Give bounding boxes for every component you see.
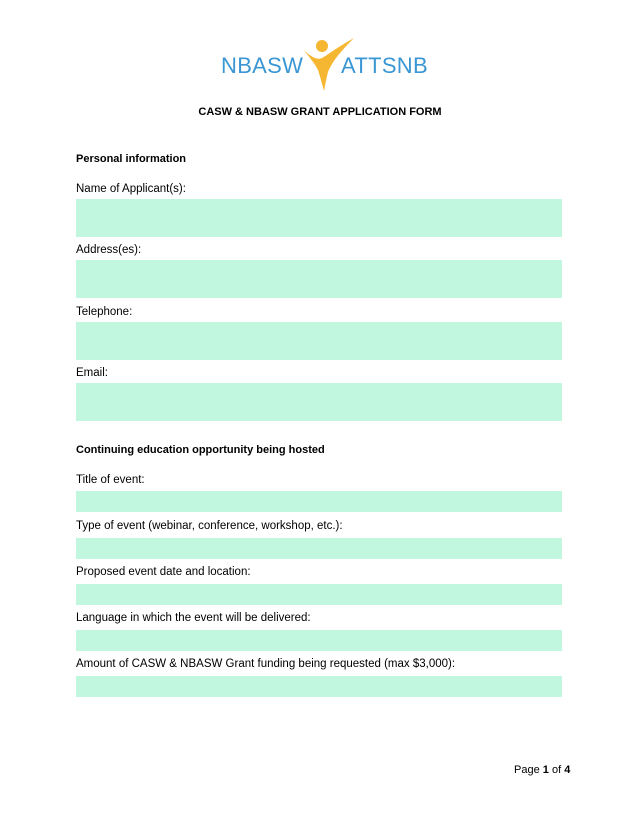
page-word: Page [514,764,540,776]
event-type-label: Type of event (webinar, conference, workshop, etc.): [76,520,343,532]
email-input[interactable] [76,383,562,421]
email-label: Email: [76,367,108,379]
telephone-label: Telephone: [76,306,133,318]
section-heading-event: Continuing education opportunity being hosted [76,444,325,456]
name-label: Name of Applicant(s): [76,183,186,195]
logo-text-attsnb: ATTSNB [341,53,428,78]
telephone-input[interactable] [76,322,562,360]
section-heading-personal: Personal information [76,153,187,165]
form-title: CASW & NBASW GRANT APPLICATION FORM [198,106,442,118]
event-date-location-label: Proposed event date and location: [76,566,251,578]
total-pages: 4 [564,764,571,776]
event-date-location-input[interactable] [76,584,562,605]
event-title-input[interactable] [76,491,562,512]
event-language-input[interactable] [76,630,562,651]
logo-text-nbasw: NBASW [221,53,304,78]
event-type-input[interactable] [76,538,562,559]
event-language-label: Language in which the event will be delivered: [76,612,311,624]
name-input[interactable] [76,199,562,237]
funding-amount-input[interactable] [76,676,562,697]
logo [0,36,640,92]
funding-amount-label: Amount of CASW & NBASW Grant funding being requested (max $3,000): [76,658,456,670]
current-page: 1 [542,764,549,776]
address-label: Address(es): [76,244,142,256]
of-word: of [551,764,562,776]
address-input[interactable] [76,260,562,298]
event-title-label: Title of event: [76,474,145,486]
page-number [514,764,570,776]
